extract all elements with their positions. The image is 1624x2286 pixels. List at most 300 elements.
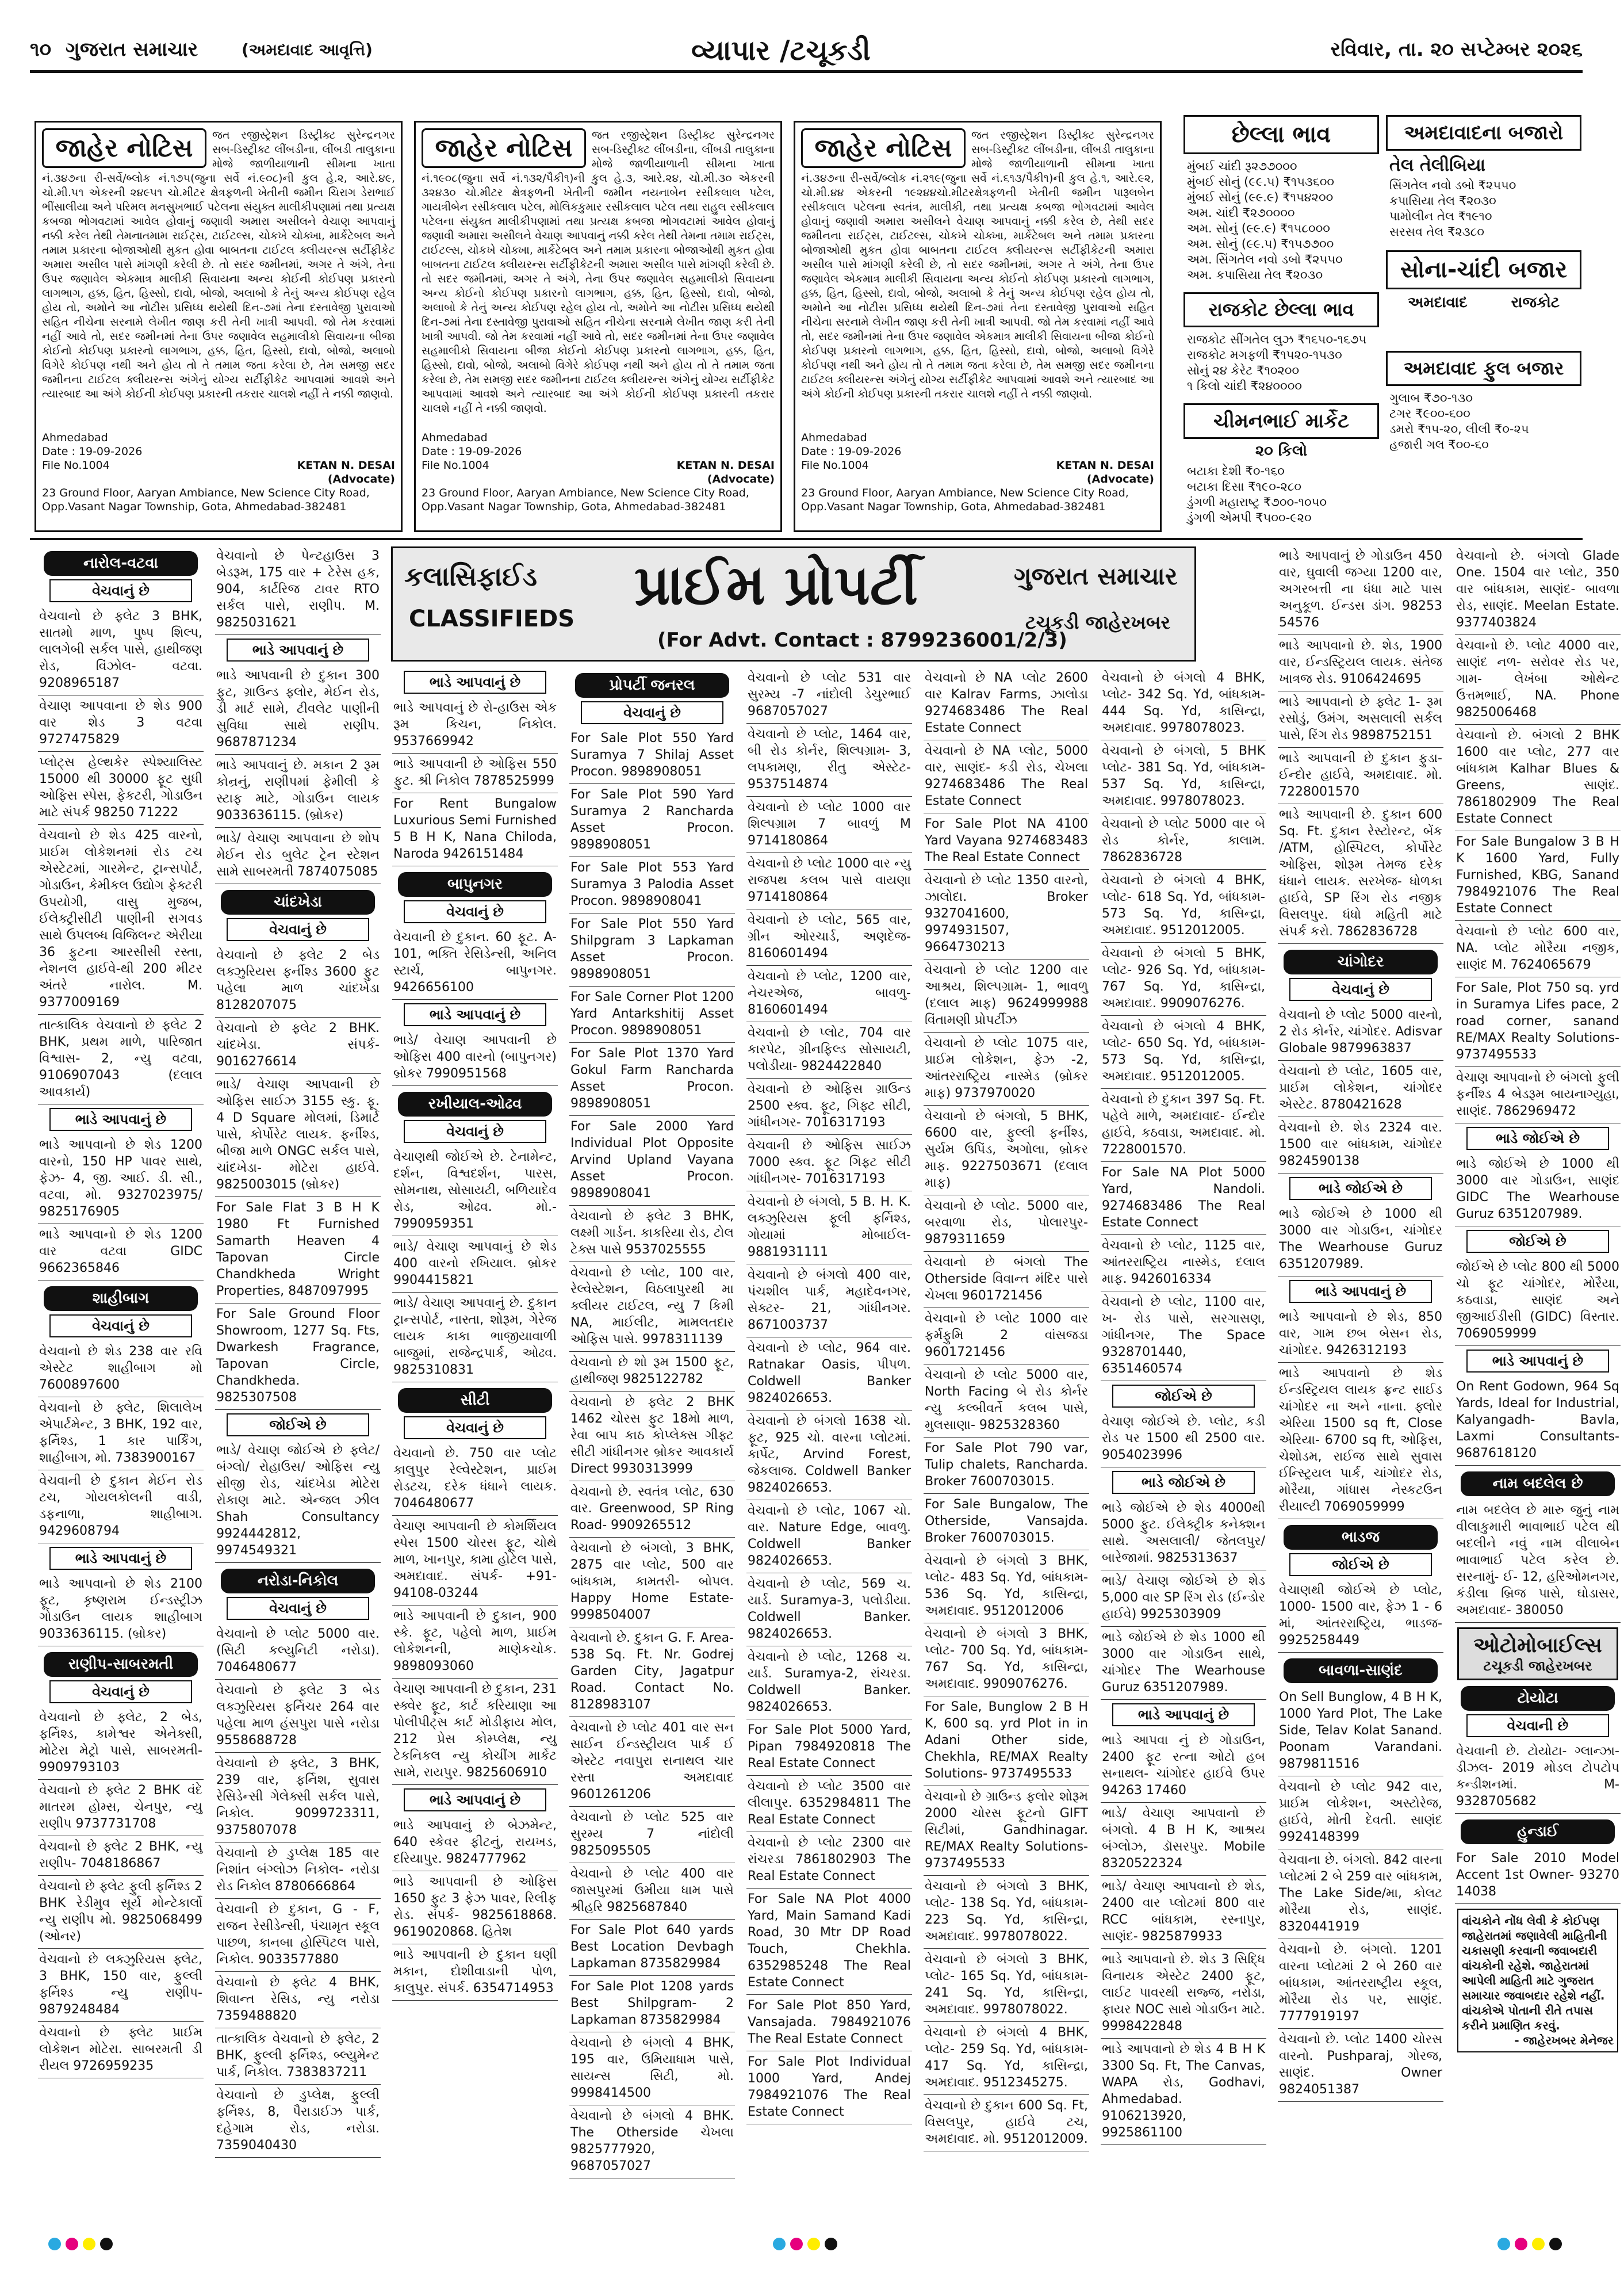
classified-ad: વેચવાનો છે શેડ 425 વારનો, પ્રાઈમ લોકેશનમાં રોડ ટચ એસ્ટેટમાં, ગારમેન્ટ, ટ્રાન્સપોર્ટ, ગોડાઉન, કેમીકલ ઉદ્યોગ ફેક્ટરી ઉપયોગી, વાસુ મુજબ, ઈલેક્ટ્રીસીટી પાણીની સગવડ સાથે ઉપલબ્ધ વિજિલન્ટ એરીયા 36 ફુટના આરસીસી રસ્તા, નેશનલ હાઈવે-થી 200 મીટર અંતરે નારોલ. M. 9377009169 bbox=[38, 825, 204, 1015]
notice-address: 23 Ground Floor, Aaryan Ambiance, New Science City Road, Opp.Vasant Nagar Township, Gota, Ahmedabad-382481 bbox=[42, 487, 370, 513]
subsection-heading: ભાડે આપવાનું છે bbox=[404, 1003, 546, 1026]
classified-ad: ભાડે આપવાની છે. દુકાન 600 Sq. Ft. દુકાન રેસ્ટોરન્ટ, બેંક /ATM, હોસ્પિટલ, કોર્પોરેટ ઓફિસ, શોરૂમ તેમજ દરેક ધંધાને લાયક. સરખેજ- ધોળકા હાઈવે, SP રિંગ રોડ નજીક વિસલપુર. ધંધો મહિતી માટે સંપર્ક કરો. 7862836728 bbox=[1278, 804, 1443, 944]
classified-ad: વેચવાનો છે પ્લોટ 3500 વાર લીલાપુર. 6352984811 The Real Estate Connect bbox=[746, 1776, 912, 1832]
classified-ad: વેચવાનો છે ફ્લેટ પ્રાઈમ લોકેશન મોટેરા. સાબરમતી ડી રીયલ 9726959235 bbox=[38, 2022, 204, 2078]
classified-ad: વેચવાનો છે બંગલો 1638 ચો. ફૂટ, 925 ચો. વારના પ્લોટમાં. કાર્પેટ, Arvind Forest, જેકલાજ. Coldwell Banker 9824026653. bbox=[746, 1410, 912, 1500]
section-heading: નામ બદલેલ છે bbox=[1461, 1471, 1615, 1496]
mid-rule bbox=[30, 538, 1583, 540]
classified-ad: For Sale Plot 1208 yards Best Shilpgram- 2 Lapkaman 8735829984 bbox=[569, 1976, 735, 2032]
chimanbhai-title: ચીમનભાઈ માર્કેટ bbox=[1183, 403, 1379, 439]
classified-ad: For Sale Bungalow, The Otherside, Vansajda. Broker 7600703015. bbox=[924, 1494, 1089, 1550]
colour-dot bbox=[807, 2238, 820, 2250]
subsection-heading: વેચવાનું છે bbox=[227, 918, 369, 941]
classified-ad: વેચવાનો છે ફ્લેટ 2 BHK. ચાંદખેડા. સંપર્ક- 9016276614 bbox=[215, 1018, 381, 1074]
classified-ad: ભાડે/ વેચાણ જોઈએ છે શેડ 5,000 વાર SP રિંગ રોડ (ઈન્ડોર હાઈવે) 9925303909 bbox=[1101, 1570, 1266, 1627]
subsection-heading: વેચવાનું છે bbox=[49, 579, 192, 602]
classified-ad: For Sale Plot 553 Yard Suramya 3 Palodia Asset Procon. 9898908041 bbox=[569, 857, 735, 913]
classified-ad: For Sale, Bunglow 2 B H K, 600 sq. yrd Plot in in Adani Other side, Chekhla, RE/MAX Realty Solutions- 9737495533 bbox=[924, 1696, 1089, 1786]
classified-ad: વેચવાનો છે બંગલો 3 BHK, પ્લોટ- 483 Sq. Yd, બાંધકામ- 536 Sq. Yd, કાસિન્દ્રા, અમદાવાદ. 9512012006 bbox=[924, 1550, 1089, 1623]
classified-ad: For Sale NA Plot 4000 Yard, Main Samand Kadi Road, 30 Mtr DP Road Touch, Chekhla. 6352985248 The Real Estate Connect bbox=[746, 1889, 912, 1995]
rate-line: અમ. સિંગતેલ નવો ડબો ₹૨૫૫૦ bbox=[1187, 253, 1343, 266]
public-notice bbox=[35, 121, 403, 532]
classified-ad: વેચવાનો છે. પ્લોટ 1400 ચોરસ વારનો. Pushparaj, ગોરજ, સાણંદ. Owner 9824051387 bbox=[1278, 2029, 1443, 2102]
notice-date: Date : 19-09-2026 bbox=[801, 445, 902, 458]
last-rates-title: છેલ્લા ભાવ bbox=[1183, 115, 1379, 154]
section-heading: હુન્ડાઈ bbox=[1461, 1819, 1615, 1844]
classified-ad: વેચવાનો છે પ્લોટ 5000 વાર, North Facing બે રોડ કોર્નર ન્યુ કલ્બીવર્તે કલબ પાસે, મુલસાણા- 9825328360 bbox=[924, 1364, 1089, 1438]
rate-line: ડમરો ₹૧૫-૨૦, લીલી ₹૦-૨૫ bbox=[1389, 422, 1529, 436]
classified-ad: For Sale 2010 Model Accent 1st Owner- 93270 14038 bbox=[1455, 1848, 1621, 1904]
notice-body: જત રજીસ્ટ્રેશન ડિસ્ટ્રીક્ટ સુરેન્દ્રનગર સબ-ડિસ્ટ્રીક્ટ લીંબડીના, લીંબડી તાલુકાના મોજે જાળીયાળાની સીમના ખાતા નં.૧૯૦૮(જુના સર્વે નં.૧૩૨/પૈકી૧)ની કુલ હે.૩, આરે.૨૪, ચો.મી.૩૦ એકરની ૩૨૪૩૦ ચો.મીટર ક્ષેત્રફળની ખેતીની જમીન નયનાબેન રસીકલાલ પટેલ, ગાયત્રીબેન રસીકલાલ પટેલ, મોલિકકુમાર રસીકલાલ પટેલ તથા રાહુલ રસીકલાલ પટેલના સંયુક્ત માલીકીપણામાં તથા પ્રત્યક્ષ કબજા ભોગવટામાં આવેલ હોવાનું જણાવી અમારા અસીલને વેચાણ આપવાનું નક્કી કરેલ તેથી તેમના તમામ રાઈટ્સ, ટાઈટલ્સ, ચોકખે ચોક્ખા, માર્કેટેબલ અને તમામ પ્રકારના બોજાઓથી મુકત હોવા બાબતના ટાઈટલ ક્લીયરન્સ સર્ટીફીકેટની અમારા અસીલ પાસે માંગણી કરેલી છે. તો સદર જમીનમાં, અગર તે અંગે, તેના ઉપર જણાવેલ સહમાલીકો સિવાયના અન્ય કોઈનો કોઈપણ પ્રકારનો લાગભાગ, હક્ક, હિત, હિસ્સો, દાવો, બોજો, અલાબો કે તેનું અન્ય કોઈપણ રહેલ હોય તો, અમોને આ નોટીસ પ્રસિધ્ધ થયેથી દિન-૭માં તેના દસ્તાવેજી પુરાવાઓ સહિત નીચેના સરનામે લેખીત જાણ કરી તેની ખાત્રી આપવી. જો તેમ કરવામાં નહીં આવે તો, સદર જમીનમાં તેના ઉપર જણાવેલ સહમાલીકો સિવાયના બીજા કોઈનો કોઈપણ પ્રકારનો લાગભાગ, હક્ક, હિત, હિસ્સો, દાવો, બોજો, અલાબો વિગેરે કોઈપણ નથી અને હોય તો તે તમામ જતા કરેલા છે, તેમ સમજી સદર જમીનના ટાઈટલ ક્લીયરન્સ અંગેનું યોગ્ય સર્ટીફીકેટ આપવામાં આવશે અને ત્યારબાદ આ અંગે કોઈની કોઈપણ પ્રકારની તકરાર ચાલશે નહીં તે નક્કી જાણવો. bbox=[422, 129, 775, 415]
rate-line: બટાકા દિસા ₹૧૯૦-૨૮૦ bbox=[1187, 480, 1302, 494]
classified-ad: On Rent Godown, 964 Sq Yards, Ideal for Industrial, Kalyangadh- Bavla, Laxmi Consultants- 9687618120 bbox=[1455, 1376, 1621, 1466]
classified-ad: On Sell Bunglow, 4 B H K, 1000 Yard Plot, The Lake Side, Telav Kolat Sanand. Poonam Varandani. 9879811516 bbox=[1278, 1687, 1443, 1776]
classified-ad: વેચવાનો છે બંગલો 4 BHK, પ્લોટ- 342 Sq. Yd, બાંધકામ- 444 Sq. Yd, કાસિન્દ્રા, અમદાવાદ. 9978078023. bbox=[1101, 667, 1266, 740]
classified-ad: ભાડે આપવાનો છે. શેડ, 1900 વાર, ઈન્ડસ્ટ્રિયલ લાયક. સંતેજ ખાત્રજ રોડ. 9106424695 bbox=[1278, 635, 1443, 691]
classified-ad: For Sale NA Plot 5000 Yard, Nandoli. 9274683486 The Real Estate Connect bbox=[1101, 1162, 1266, 1235]
classified-ad: વેચવાનો છે પ્લોટ 1200 વાર આશ્રય, શિલ્પગ્રામ- 1, ભાવળુ (દલાલ માફ) 9624999988 વિંતામણી પ્રોપર્ટીઝ bbox=[924, 959, 1089, 1033]
subsection-heading: જોઈએ છે bbox=[1289, 1553, 1432, 1576]
notice-role: (Advocate) bbox=[1086, 473, 1154, 486]
disclaimer bbox=[1457, 1909, 1618, 2052]
classified-ad: વેચાણથી જોઈએ છે. ટેનામેન્ટ, દર્શન, વિશ્વદર્શન, પારસ, સોમનાથ, સોસાયટી, બળિયાદેવ રોડ, ઓઢવ. મો.- 7990959351 bbox=[392, 1146, 558, 1236]
notice-date: Date : 19-09-2026 bbox=[422, 445, 522, 458]
notice-body: જત રજીસ્ટ્રેશન ડિસ્ટ્રીક્ટ સુરેન્દ્રનગર સબ-ડિસ્ટ્રીક્ટ લીંબડીના, લીંબડી તાલુકાના મોજે જાળીયાળાની સીમના ખાતા નં.૩૪૭ના રી-સર્વે/બ્લોક નં.૨૧૯(જુના સર્વે નં.૬૧૩/પૈકી૧)ની કુલ હે.૧, આરે.૯૨, ચો.મી.૪૪ એકરની ૧૯૨૪૪ચો.મીટરક્ષેત્રફળની ખેતીની જમીન પારૂલબેન રસીકલાલ પટેલના સ્વતંત્ર, માલીકી, તથા પ્રત્યક્ષ કબજા ભોગવટામાં આવેલ હોવાનું જણાવી અમારા અસીલને વેચાણ આપવાનું નક્કી કરેલ છે, તેથી સદર જમીનના રાઈટ્સ, ટાઈટલ્સ, ચોકખે ચોક્ખા, માર્કેટેબલ અને તમામ પ્રકારના બોજાઓથી મુકત હોવા બાબતના ટાઈટલ ક્લીયરન્સ સર્ટીફીકેટની અમારા અસીલ પાસે માંગણી કરેલી છે, તો સદર જમીનમાં, અગર તે અંગે, તેના ઉપર જણાવેલ એકમાત્ર માલીકી સિવાયના અન્ય કોઈનો કોઈપણ પ્રકારનો લાગભાગ, હક્ક, હિત, હિસ્સો, દાવો, બોજો, અલાબો કે તેનું અન્ય કોઈપણ રહેલ હોય તો, અમોને આ નોટીસ પ્રસિધ્ધ થયેથી દિન-૭માં તેના દસ્તાવેજી પુરાવાઓ સહિત નીચેના સરનામે લેખીત જાણ કરી તેની ખાત્રી આપવી. જો તેમ કરવામાં નહીં આવે તો, સદર જમીનમાં તેના ઉપર જણાવેલ એકમાત્ર માલીકી સિવાયના બીજા કોઈનો કોઈપણ પ્રકારનો લાગભાગ, હક્ક, હિત, હિસ્સો, દાવો, બોજો, અલાબો વિગેરે કોઈપણ નથી અને હોય તો તે તમામ જતા કરેલા છે, તેમ સમજી સદર જમીનના ટાઈટલ ક્લીયરન્સ અંગેનું યોગ્ય સર્ટીફીકેટ આપવામાં આવશે અને ત્યારબાદ આ અંગે કોઈની કોઈપણ પ્રકારની તકરાર ચાલશે નહીં તે નક્કી જાણવો. bbox=[801, 129, 1154, 400]
classified-ad: વેચાણ આપવાની છે દુકાન, 231 સ્ક્વેર ફૂટ, કાર્ટ કરિયાણા આ પોલીપીટ્સ કાર્ટ મોડીફાય મોલ, 212 પ્રેસ કોમ્પ્લેક્ષ, ન્યુ ટેકનિકલ ન્યુ કોચીંગ માર્કેટ સામે, રાયપુર. 9825606910 bbox=[392, 1679, 558, 1785]
classified-ad: વેચવાનો છે ફ્લેટ 4 BHK, શિવાન્ત રેસિડ, ન્યુ નરોડા 7359488820 bbox=[215, 1972, 381, 2028]
rate-line: રાજકોટ સીંગતેલ લુઝ ₹૧૬૫૦-૧૬૭૫ bbox=[1187, 332, 1367, 346]
rajkot-title: રાજકોટ છેલ્લા ભાવ bbox=[1183, 292, 1379, 327]
classified-ad: વેચવાનો છે પ્લોટ 600 વાર, NA. પ્લોટ મોરૈયા નજીક, સાણંદ M. 7624065679 bbox=[1455, 921, 1621, 977]
colour-dot bbox=[83, 2238, 95, 2250]
page-number: ૧૦ bbox=[30, 38, 52, 61]
notice-file: File No.1004 bbox=[801, 459, 869, 472]
oilseed-title: તેલ તેલીબિયા bbox=[1389, 155, 1485, 175]
classified-ad: વેચવાનો છે. બંગલો. 1201 વારના પ્લોટમાં 2 બે 260 વાર બાંધકામ, આંતરરાષ્ટ્રીય સ્કૂલ, મોરૈયા રોડ પર, સાણંદ. 7777919197 bbox=[1278, 1939, 1443, 2029]
classified-ad: વેચવાનો છે બંગલો 4 BHK, 195 વાર, ઉમિયાધામ પાસે, સાયન્સ સિટી, મો. 9998414500 bbox=[569, 2032, 735, 2105]
classified-ad: વેચવાનો છે પ્લોટ, 1464 વાર, બી રોડ કોર્નર, શિલ્પગ્રામ- 3, લપકામણ, રીતુ એસ્ટેટ- 9537514874 bbox=[746, 724, 912, 797]
rate-line: પામોલીન તેલ ₹૧૯૧૦ bbox=[1389, 209, 1492, 223]
classified-ad: ભાડે આપવાની છે દુકાન ફુડા- ઈન્દોર હાઈવે, અમદાવાદ. મો. 7228001570 bbox=[1278, 748, 1443, 804]
public-notice bbox=[794, 121, 1162, 532]
subsection-heading: વેચવાનું છે bbox=[227, 1597, 369, 1620]
notice-address: 23 Ground Floor, Aaryan Ambiance, New Science City Road, Opp.Vasant Nagar Township, Gota, Ahmedabad-382481 bbox=[801, 487, 1129, 513]
colour-dot bbox=[1515, 2238, 1527, 2250]
classified-ad: વેચવાનો છે ફ્લેટ, 3 BHK, 239 વાર, ફર્નિશ, સુવાસ રેસિડેન્સી ગેલેક્સી સર્કલ પાસે, નિકોલ. 9099723311, 9375807078 bbox=[215, 1753, 381, 1842]
classified-ad: વેચવાનો છે પ્લોટ, 569 ચ. યાર્ડ. Suramya-3, પલોડીયા. Coldwell Banker. 9824026653. bbox=[746, 1573, 912, 1646]
classified-ad: વેચવાનો છે. 750 વાર પ્લોટ કાલુપુર રેલ્વેસ્ટેશન, પ્રાઈમ રોડટચ, દરેક ધંધાને લાયક. 7046480677 bbox=[392, 1443, 558, 1516]
classified-ad: ભાડે આપવાનો છે શેડ 2100 ફૂટ, કૃષ્ણરામ ઈન્ડસ્ટ્રીઝ ગોડાઉન લાયક શાહીબાગ 9033636115. (બ્રોકર) bbox=[38, 1573, 204, 1646]
classified-ad: વેચવાનો છે દુકાન 600 Sq. Ft, વિસલપુર, હાઈવે ટચ, અમદાવાદ. મો. 9512012009. bbox=[924, 2095, 1089, 2151]
classified-ad: વેચવાની છે. ટોયોટા- ગ્લાન્ઝા- ડીઝલ- 2019 મોડલ ટોપટોપ કન્ડીશનમાં. M- 9328705682 bbox=[1455, 1741, 1621, 1814]
classified-ad: વેચવાની છે દુકાન, G - F, રાજન રેસીડેન્સી, પંચામૃત સ્કૂલ પાછળ, કાનબા હોસ્પિટલ પાસે, નિકોલ. 9033577880 bbox=[215, 1899, 381, 1972]
classified-ad: વેચવાનો છે પ્લોટ 531 વાર સુરમ્ય -7 નાંદોલી ડેચુરભાઈ 9687057027 bbox=[746, 667, 912, 724]
page-header bbox=[30, 35, 1583, 68]
section-heading: બાપુનગર bbox=[398, 872, 552, 897]
classified-ad: વેચવાનો છે પ્લોટ 942 વાર, પ્રાઈમ લોકેશન, અસ્ટોરેજ, હાઈવે, મોતી દેવતી. સાણંદ 9924148399 bbox=[1278, 1776, 1443, 1849]
classified-ad: વેચવાનો છે પ્લોટ, 100 વાર, રેલ્વેસ્ટેશન, વિઠલાપુરથી મા ક્લીયર ટાઈટલ, ન્યુ 7 કિમી NA, માઈલીટ, મામલતદાર ઓફિસ પાસે. 9978311139 bbox=[569, 1262, 735, 1352]
section-heading: ભાડજ bbox=[1284, 1525, 1438, 1550]
classified-ad: વેચવાનો છે બંગલો The Otherside વિવાન્ત મંદિર પાસે ચેખલા 9601721456 bbox=[924, 1252, 1089, 1308]
subsection-heading: વેચવાનું છે bbox=[1289, 978, 1432, 1001]
classified-ad: ભાડે/ વેચાણ જોઈએ છે ફ્લેટ/ બંગ્લો/ રોહાઉસ/ ઓફિસ ન્યુ સીજી રોડ, ચાંદખેડા મોટેરા રોકાણ માટે. એન્જલ ઝીલ Shah Consultancy 9924442812, 9974549321 bbox=[215, 1440, 381, 1563]
subsection-heading: જોઈએ છે bbox=[1466, 1230, 1609, 1253]
rate-line: રાજકોટ મગફળી ₹૧૫૨૦-૧૫૩૦ bbox=[1187, 348, 1342, 362]
section-heading: સીટી bbox=[398, 1388, 552, 1413]
classified-column bbox=[1451, 545, 1624, 2226]
classified-ad: વેચવાની છે ઓફિસ સાઈઝ 7000 સ્ક્વ. ફૂટ ગિફ્ટ સીટી ગાંધીનગર- 7016317193 bbox=[746, 1135, 912, 1191]
classified-ad: ભાડે આપવાનું છે. મકાન 2 રૂમ કોન્રનું, રાણીપમાં ફેમીલી કે સ્ટાફ માટે, ગોડાઉન લાયક 9033636115. (બ્રોકર) bbox=[215, 755, 381, 828]
colour-dot bbox=[48, 2238, 61, 2250]
classified-ad: વેચવાનો છે ફ્લેટ, શિલાલેખ એપાર્ટમેન્ટ, 3 BHK, 192 વાર, ફર્નિશ્ડ, 1 કાર પાર્કિંગ, શાહીબાગ, મો. 7383900167 bbox=[38, 1397, 204, 1470]
classified-ad: ભાડે જોઈએ છે શેડ 1000 થી 3000 વાર ગોડાઉન સાથે, ચાંગોદર The Wearhouse Guruz 6351207989. bbox=[1101, 1627, 1266, 1700]
classified-ad: વેચવાનો છે ડુપ્લેક્ષ, ફુલ્લી ફર્નિશ્ડ, 8, પૈરાડાઈઝ પાર્ક, દહેગામ રોડ, નરોડા. 7359040430 bbox=[215, 2085, 381, 2158]
rate-line: અમ. સોનું (૯૯.૫) ₹૧૫૭૭૦૦ bbox=[1187, 237, 1334, 251]
classified-ad: For Sale Corner Plot 1200 Yard Antarkshitij Asset Procon. 9898908051 bbox=[569, 987, 735, 1043]
classified-ad: વેચવાનો છે પ્લોટ, 1100 વાર, ખ- રોડ પાસે, સરગાસણ, ગાંધીનગર, The Space 9328701440, 6351460574 bbox=[1101, 1291, 1266, 1381]
section-title: વ્યાપાર /ટચૂકડી bbox=[691, 35, 871, 67]
classified-ad: વેચવાનો છે NA પ્લોટ, 5000 વાર, સાણંદ- કડી રોડ, ચેખલા 9274683486 The Real Estate Connect bbox=[924, 740, 1089, 813]
classified-ad: વેચવાનો છે. સ્વતંત્ર પ્લોટ, 630 વાર. Greenwood, SP Ring Road- 9909265512 bbox=[569, 1481, 735, 1538]
classified-ad: વેચવાનો છે પ્લોટ, 1125 વાર, આંતરરાષ્ટ્રિય નાસ્મેડ, દલાલ માફ. 9426016334 bbox=[1101, 1235, 1266, 1291]
classified-ad: ભાડે/ વેચાણ આપવાનું છે શેડ 400 વારનો રખિયાલ. બ્રોકર 9904415821 bbox=[392, 1236, 558, 1293]
notice-title: જાહેર નોટિસ bbox=[422, 128, 586, 168]
classified-ad: વેચવાનો છે બંગલો, 5 BHK પ્લોટ- 381 Sq. Yd, બાંધકામ- 537 Sq. Yd, કાસિન્દ્રા, અમદાવાદ. 9978078023. bbox=[1101, 740, 1266, 813]
classified-ad: For Sale Plot 550 Yard Suramya 7 Shilaj Asset Procon. 9898908051 bbox=[569, 728, 735, 784]
classified-ad: વેચવાનો છે ઓફિસ ગ્રાઉન્ડ 2500 સ્ક્વ. ફૂટ, ગિફ્ટ સીટી, ગાંધીનગર- 7016317193 bbox=[746, 1079, 912, 1135]
subsection-heading: જોઈએ છે bbox=[227, 1413, 369, 1436]
rates-left bbox=[1183, 115, 1379, 532]
classified-ad: ભાડે આપવાનો છે ફ્લેટ 1- રૂમ રસોડું, ઉમંગ, અસલાલી સર્કલ પાસે, રિંગ રોડ 9898752151 bbox=[1278, 691, 1443, 748]
chimanbhai-unit: ૨૦ કિલો bbox=[1255, 442, 1308, 460]
colour-dot bbox=[66, 2238, 78, 2250]
classified-ad: વેચવાનો છે પ્લોટ 401 વાર સન સાઈન ઈન્ડસ્ટ્રીયલ પાર્ક ઈ એસ્ટેટ નવાપુરા સનાથલ ચાર રસ્તા અમદાવાદ 9601261206 bbox=[569, 1717, 735, 1807]
subsection-heading: ભાડે જોઈએ છે bbox=[1289, 1177, 1432, 1200]
classified-ad: વેચવાના છે. બંગલો. 842 વારના પ્લોટમાં 2 બે 259 વાર બાંધકામ, The Lake Side/મા, કોલટ મોરૈયા રોડ, સાણંદ. 8320441919 bbox=[1278, 1849, 1443, 1939]
classified-ad: વેચવાનો છે બંગલો 4 BHK. The Otherside ચેખલા 9825777920, 9687057027 bbox=[569, 2105, 735, 2178]
gold-city-rajkot: રાજકોટ bbox=[1511, 294, 1560, 311]
section-heading: ટોયોટા bbox=[1461, 1686, 1615, 1711]
rate-line: અમ. કપાસિયા તેલ ₹૨૦૩૦ bbox=[1187, 268, 1323, 282]
classified-ad: વેચવાનો છે ડુપ્લેક્ષ 185 વાર નિશાંત બંગ્લોઝ નિકોલ- નરોડા રોડ નિકોલ 8780666864 bbox=[215, 1842, 381, 1899]
notice-file: File No.1004 bbox=[42, 459, 110, 472]
notice-title: જાહેર નોટિસ bbox=[42, 128, 206, 168]
classified-ad: ભાડે આપવાનો છે શેડ 1200 વારનો, 150 HP પાવર સાથે, ફેઝ- 4, જી. આઈ. ડી. સી., વટવા, મો. 9327023975/ 9825176905 bbox=[38, 1134, 204, 1224]
classified-ad: જોઈએ છે પ્લોટ 800 થી 5000 ચો ફૂટ ચાંગોદર, મોરૈયા, કઠવાડા, સાણંદ અને જીઆઈડીસી (GIDC) વિસ્તાર. 7069059999 bbox=[1455, 1256, 1621, 1346]
automobile-title: ઓટોમોબાઈલ્સ bbox=[1473, 1634, 1602, 1657]
classified-ad: ભાડે આપવાનો છે. શેડ 3 સિદ્ધિ વિનાયક એસ્ટેટ 2400 ફૂટ, લાઈટ પાવરથી સજ્જ, નરોડા, ફાયર NOC સાથે ગોડાઉન માટે. 9998422848 bbox=[1101, 1949, 1266, 2039]
notice-body: જત રજીસ્ટ્રેશન ડિસ્ટ્રીક્ટ સુરેન્દ્રનગર સબ-ડિસ્ટ્રીક્ટ લીંબડીના, લીંબડી તાલુકાના મોજે જાળીયાળાની સીમના ખાતા નં.૩૪૭ના રી-સર્વે/બ્લોક નં.૧૭૫(જુના સર્વે નં.૯૦૮)ની કુલ હે.૨, આરે.૪૯, ચો.મી.૫૧ એકરની ૨૪૯૫૧ ચો.મીટર ક્ષેત્રફળની ખેતીની જમીન ચિરાગ ડેરાભાઈ ભીંસાલીયા અને પરિમલ મનસુખભાઈ પટેલના સંયુક્ત માલીકીપણામાં તથા પ્રત્યક્ષ કબજા ભોગવટામાં આવેલ હોવાનું જણાવી અમારા અસીલને વેચાણ આપવાનું નક્કી કરેલ તેથી તેમનાતમામ રાઈટ્સ, ટાઈટલ્સ, ચોકખે ચોક્ખા, માર્કેટેબલ અને તમામ પ્રકારના બોજાઓથી મુકત હોવા બાબતના ટાઈટલ ક્લીયરન્સ સર્ટીફીકેટ અમારા અસીલ પાસે માંગણી કરેલી છે. તો સદર જમીનમાં, અગર તે અંગે, તેના ઉપર જણાવેલ એકમાત્ર માલીકી સિવાયના અન્ય કોઈની કોઈપણ પ્રકારનો લાગભાગ, હક્ક, હિત, હિસ્સો, દાવો, બોજો, અલાબો કે તેનું અન્ય કોઈપણ રહેલ હોય તો, અમોને આ નોટીસ પ્રસિધ્ધ થયેથી દિન-૭માં તેના દસ્તાવેજી પુરાવાઓ સહિત નીચેના સરનામે લેખીત જાણ કરી તેની ખાત્રી આપવી. જો તેમ કરવામાં નહીં આવે તો, સદર જમીનમાં તેના ઉપર જણાવેલ સહમાલીકો સિવાયના બીજા કોઈનો કોઈપણ પ્રકારનો લાગભાગ, હક્ક, હિત, હિસ્સો, દાવો, બોજો, અલાબો વિગેરે કોઈપણ નથી અને હોય તો તે તમામ જતા કરેલા છે, તેમ સમજી સદર જમીનના ટાઈટલ ક્લીયરન્સ અંગેનું યોગ્ય સર્ટીફીકેટ આપવામાં આવશે અને ત્યારબાદ આ અંગે કોઈની કોઈપણ પ્રકારની તકરાર ચાલશે નહીં તે નક્કી જાણવો. bbox=[42, 129, 395, 400]
classified-ad: વેચવાનો છે. શેડ 2324 વાર. 1500 વાર બાંધકામ, ચાંગોદર 9824590138 bbox=[1278, 1117, 1443, 1173]
classified-ad: તાત્કાલિક વેચવાનો છે ફ્લેટ 2 BHK, પ્રથમ માળે, પારિજાત વિશ્વાસ- 2, ન્યુ વટવા, 9106907043 (દલાલ આવકાર્ય) bbox=[38, 1015, 204, 1104]
classified-ad: વેચવાનો છે બંગલો, 5 B. H. K. લક્ઝુરિયસ ફૂલી ફર્નિશ્ડ, ગોયામાં મોબાઈલ- 9881931111 bbox=[746, 1191, 912, 1264]
classified-ad: વેચવાનો છે પ્લોટ 1000 વાર ન્યુ રાજપથ કલબ પાસે વાયણા 9714180864 bbox=[746, 853, 912, 909]
section-heading: ચાંદખેડા bbox=[221, 890, 375, 915]
rate-line: કપાસિયા તેલ ₹૨૦૩૦ bbox=[1389, 194, 1496, 208]
classified-ad: ભાડે જોઈએ છે 1000 થી 3000 વાર ગોડાઉન, સાણંદ GIDC The Wearhouse Guruz 6351207989. bbox=[1455, 1153, 1621, 1226]
classified-column bbox=[212, 545, 384, 2226]
classified-ad: વેચવાનો છે પ્લોટ 1000 વાર ફર્મફુમિ 2 વાંસજડા 9601721456 bbox=[924, 1308, 1089, 1364]
classified-column bbox=[566, 667, 738, 2226]
rate-line: ૧ કિલો ચાંદી ₹૨૪૦૦૦૦ bbox=[1187, 379, 1302, 393]
classified-ad: વેચવાનો છે બંગલો 4 BHK, પ્લોટ- 650 Sq. Yd, બાંધકામ- 573 Sq. Yd, કાસિન્દ્રા, અમદાવાદ. 9512012005. bbox=[1101, 1016, 1266, 1089]
masthead: ગુજરાત સમાચાર bbox=[66, 38, 198, 61]
classified-ad: For Sale Plot 550 Yard Shilpgram 3 Lapkaman Asset Procon. 9898908051 bbox=[569, 913, 735, 987]
disclaimer-sign: - જાહેરખબર મેનેજર bbox=[1514, 2033, 1614, 2047]
subsection-heading: ભાડે આપવાનું છે bbox=[1289, 1280, 1432, 1303]
subsection-heading: ભાડે આપવાનું છે bbox=[49, 1547, 192, 1570]
classified-ad: ભાડે આપવાની છે દુકાન, 900 સ્કે. ફૂટ, પહેલો માળ, પ્રાઈમ લોકેશનની, માણેકચોક. 9898093060 bbox=[392, 1605, 558, 1679]
classified-ad: For Sale Plot 790 var, Tulip chalets, Rancharda. Broker 7600703015. bbox=[924, 1438, 1089, 1494]
gold-city-ahmedabad: અમદાવાદ bbox=[1407, 294, 1468, 311]
subsection-heading: ભાડે જોઈએ છે bbox=[1112, 1471, 1255, 1494]
classified-ad: ભાડે આપવાનો છે શેડ 1200 વાર વટવા GIDC 9662365846 bbox=[38, 1224, 204, 1280]
subsection-heading: વેચવાનું છે bbox=[404, 1120, 546, 1143]
disclaimer-text: વાંચકોને નોંધ લેવી કે કોઈપણ જાહેરાતમાં જણાવેલી માહિતીની ચકાસણી કરવાની જવાબદારી વાંચકોની રહેશે. જાહેરાતમાં આપેલી માહિતી માટે ગુજરાત સમાચાર જવાબદાર રહેશે નહીં. વાંચકોએ પોતાની રીતે તપાસ કરીને પ્રમાણિત કરવું. bbox=[1462, 1914, 1607, 2032]
classified-ad: વેચવાનો છે બંગલો 5 BHK, પ્લોટ- 926 Sq. Yd, બાંધકામ- 767 Sq. Yd, કાસિન્દ્રા, અમદાવાદ. 9909076276. bbox=[1101, 943, 1266, 1016]
colour-dot bbox=[790, 2238, 803, 2250]
classified-ad: નામ બદલેલ છે મારુ જુનું નામ વીલાકુમારી ભાવાભાઈ પટેલ થી બદલીને નવું નામ વીલાબેન ભાવાભાઈ પટેલ કરેલ છે. સરનામું- ઈ- 12, હરિઓમનગર, કંડીલા બ્રિજ પાસે, ઘોડાસર, અમદાવાદ- 380050 bbox=[1455, 1500, 1621, 1623]
classified-ad: ભાડે આપવાનું છે બેઝમેન્ટ, 640 સ્કેવર ફીટનું, રાયખડ, દરિયાપુર. 9824777962 bbox=[392, 1815, 558, 1871]
classified-ad: For Sale Plot 1370 Yard Gokul Farm Rancharda Asset Procon. 9898908051 bbox=[569, 1043, 735, 1116]
notice-title: જાહેર નોટિસ bbox=[801, 128, 966, 168]
banner-left-gu: કલાસિફાઈડ bbox=[404, 561, 538, 592]
classified-ad: ભાડે આપવાનું છે રો-હાઉસ એક રૂમ કિચન, નિકોલ. 9537669942 bbox=[392, 697, 558, 754]
subsection-heading: ભાડે આપવાનું છે bbox=[404, 671, 546, 694]
classified-column bbox=[35, 545, 207, 2226]
classified-ad: For Sale Ground Floor Showroom, 1277 Sq. Fts, Dwarkesh Fragrance, Tapovan Circle, Chandkheda. 9825307508 bbox=[215, 1303, 381, 1410]
classified-ad: વેચવાનો છે દુકાન 397 Sq. Ft. પહેલે માળે, અમદાવાદ- ઈન્દોર હાઈવે, કઠવાડા, અમદાવાદ. મો. 7228001570. bbox=[1101, 1089, 1266, 1162]
notice-file: File No.1004 bbox=[422, 459, 489, 472]
header-rule bbox=[30, 70, 1583, 73]
classified-ad: વેચવાનો છે પ્લોટ 5000 વાર. (સિટી કલ્યુનિટી નરોડા). 7046480677 bbox=[215, 1623, 381, 1680]
classified-ad: વેચવાનો છે પ્લોટ 1350 વારનો, ઝાલોદા. Broker 9327041600, 9974931507, 9664730213 bbox=[924, 870, 1089, 959]
classified-ad: વેચવાનો છે ફ્લેટ, 2 બેડ, ફર્નિશ્ડ, કામેશ્વર એનેક્સી, મોટેરા મેટ્રો પાસે, સાબરમતી- 9909793103 bbox=[38, 1707, 204, 1780]
section-heading: નરોડા-નિકોલ bbox=[221, 1569, 375, 1593]
classified-ad: વેચવાનો છે ફ્લેટ 2 BHK 1462 ચોરસ ફુટ 18મો માળ, રેવા બાપ કાઠ કોપ્લેક્સ ગીફ્ટ સીટી ગાંધીનગર બ્રોકર આવકાર્ય Direct 9930313999 bbox=[569, 1392, 735, 1481]
classified-ad: વેચવાનો છે પ્લોટ, 1200 વાર, નેચરએજ, બાવળુ- 8160601494 bbox=[746, 966, 912, 1022]
section-heading: ચાંગોદર bbox=[1284, 950, 1438, 974]
classified-ad: વેચાણ આપવાની છે કોમર્શિયલ સ્પેસ 1500 ચોરસ ફૂટ, ચોથે માળ, ખાનપુર, કામા હોટેલ પાસે, અમદાવાદ. સંપર્ક- +91- 94108-03244 bbox=[392, 1516, 558, 1605]
classified-ad: પ્લોટ્સ હેલ્થકેર સ્પેશ્યાલિસ્ટ 15000 થી 30000 ફૂટ સુધી ઓફિસ સ્પેસ, ફેકટરી, ગોડાઉન માટે સંપર્ક 98250 71222 bbox=[38, 752, 204, 825]
section-heading: શાહીબાગ bbox=[44, 1286, 198, 1311]
classified-ad: ભાડે આપવાની છે ઓફિસ 1650 ફુટ 3 ફેઝ પાવર, રિલીફ રોડ. સંપર્ક- 9825618868. 9619020868. હિતેશ bbox=[392, 1871, 558, 1944]
classified-ad: વેચવાનો છે પ્લોટ. 5000 વાર, બરવાળા રોડ, પોલારપુર- 9879311659 bbox=[924, 1195, 1089, 1252]
notice-place: Ahmedabad bbox=[801, 431, 867, 444]
classified-ad: ભાડે આપવા નું છે ગોડાઉન, 2400 ફૂટ રત્ના ઓટો હબ સનાથલ- ચાંગોદર હાઈવે ઉપર 94263 17460 bbox=[1101, 1730, 1266, 1803]
rate-line: ડુંગળી એમપી ₹૫૦૦-૯૨૦ bbox=[1187, 511, 1312, 525]
classified-ad: વેચવાનો છે. દુકાન G. F. Area- 538 Sq. Ft. Nr. Godrej Garden City, Jagatpur Road. Contact No. 8128983107 bbox=[569, 1627, 735, 1717]
notice-place: Ahmedabad bbox=[42, 431, 108, 444]
classified-column bbox=[920, 667, 1093, 2226]
classified-ad: વેચવાનો છે બંગલો, 5 BHK, 6600 વાર, ફુલ્લી ફર્નીશ્ડ, સુર્યમ ઉપિંડ, અગોલા, બ્રોકર માફ. 9227503671 (દલાલ માફ) bbox=[924, 1106, 1089, 1195]
classified-ad: વેચવાનો છે બંગલો 3 BHK, પ્લોટ- 138 Sq. Yd, બાંધકામ- 223 Sq. Yd, કાસિન્દ્રા, અમદાવાદ. 9978078022. bbox=[924, 1876, 1089, 1949]
classified-ad: વેચવાનો છે ફ્લેટ 2 BHK, ન્યુ રાણીપ- 7048186867 bbox=[38, 1836, 204, 1876]
classified-ad: વેચાણ આપવાના છે શેડ 900 વાર શેડ 3 વટવા 9727475829 bbox=[38, 695, 204, 752]
notice-place: Ahmedabad bbox=[422, 431, 488, 444]
classified-ad: ભાડે/ વેચાણ આપવાનો છે બંગલો. 4 B H K, આશ્રય બંગ્લોઝ, ડૉસરપુર. Mobile 8320522324 bbox=[1101, 1803, 1266, 1876]
classified-ad: For Sale Plot Individual 1000 Yard, Andej 7984921076 The Real Estate Connect bbox=[746, 2051, 912, 2124]
classified-ad: ભાડે/ વેચાણ આપવાનું છે. દુકાન ટ્રાન્સપોર્ટ, નાસ્તા, શોરૂમ, ગેરેજ લાયક કાકા ભાજીયાવાળી બાજુમાં, રાજેન્દ્રપાર્ક, ઓઢવ. 9825310831 bbox=[392, 1293, 558, 1382]
banner-contact: (For Advt. Contact : 8799236001/2/3) bbox=[657, 629, 1067, 652]
classified-ad: ભાડે આપવાનો છે શેડ ઈન્ડસ્ટ્રિયલ લાયક ફ્રન્ટ સાઈડ ચાંગોદર ના અને નાના. ફ્લોર એરિયા 1500 sq ft, Close એરિયા- 6700 sq ft, ઓફિસ, ચેશોડમ, રાઈજ સાથે સુવાસ ઈન્સ્ટ્રિયલ પાર્ક, ચાંગોદર રોડ, મોરૈયા, ગાંધાસ નેસ્કટઉન રીયાલ્ટી 7069059999 bbox=[1278, 1363, 1443, 1519]
rate-line: ડુંગળી મહારાષ્ટ્ર ₹૭૦૦-૧૦૫૦ bbox=[1187, 495, 1327, 509]
rate-line: હજારી ગલ ₹૦૦-૬૦ bbox=[1389, 438, 1489, 452]
classified-ad: વેચવાનો છે પ્લોટ 400 વાર જાસપુરમાં ઉમીયા ધામ પાસે શ્રીહરિ 9825687840 bbox=[569, 1863, 735, 1920]
colour-dot bbox=[1497, 2238, 1510, 2250]
colour-bar bbox=[46, 2238, 1564, 2255]
subsection-heading: વેચવાનું છે bbox=[404, 1416, 546, 1439]
notice-advocate: KETAN N. DESAI bbox=[1056, 459, 1154, 472]
classified-ad: વેચવાનો છે. બંગલો Glade One. 1504 વાર પ્લોટ, 350 વાર બાંધકામ, સાણંદ- બાવળા રોડ, સાણંદ. Meelan Estate. 9377403824 bbox=[1455, 545, 1621, 635]
classified-ad: વેચવાનો છે પેન્ટહાઉસ 3 બેડરૂમ, 175 વાર + ટેરેસ હક, 904, કાર્ટરિજ ટાવર RTO સર્કલ પાસે, રાણીપ. M. 9825031621 bbox=[215, 545, 381, 635]
classified-ad: વેચવાનો છે પ્લોટ, 964 વાર. Ratnakar Oasis, પીપળ. Coldwell Banker 9824026653. bbox=[746, 1337, 912, 1410]
classified-ad: For Sale Plot 850 Yard, Vansajada. 7984921076 The Real Estate Connect bbox=[746, 1995, 912, 2051]
rate-line: સરસવ તેલ ₹૨૩૮૦ bbox=[1389, 225, 1484, 239]
classified-ad: વેચવાનો છે બંગલો 4 BHK, પ્લોટ- 618 Sq. Yd, બાંધકામ- 573 Sq. Yd, કાસિન્દ્રા, અમદાવાદ. 9512012005. bbox=[1101, 870, 1266, 943]
subsection-heading: ભાડે આપવાનું છે bbox=[1466, 1350, 1609, 1373]
classified-ad: ભાડે આપવાનો છે શેડ 4 B H K 3300 Sq. Ft, The Canvas, WAPA રોડ, Godhavi, Ahmedabad. 9106213920, 9925861100 bbox=[1101, 2039, 1266, 2145]
subsection-heading: વેચવાનું છે bbox=[49, 1314, 192, 1337]
subsection-heading: જોઈએ છે bbox=[1112, 1385, 1255, 1408]
classified-ad: વેચાણ આપવાનો છે બંગલો ફુલી ફર્નીશ્ડ 4 બેડરૂમ બાયનાગ્યુહા, સાણંદ. 7862969472 bbox=[1455, 1067, 1621, 1123]
subsection-heading: ભાડે આપવાનું છે bbox=[49, 1108, 192, 1131]
rate-line: મુંબઈ સોનું (૯૯.૫) ₹૧૫૩૬૦૦ bbox=[1187, 175, 1335, 189]
classified-ad: વેચવાનો છે ફ્લેટ 3 BHK, લક્ષ્મી ગાર્ડન. કાકરિયા રોડ, ટોલ ટેક્સ પાસે 9537025555 bbox=[569, 1206, 735, 1262]
section-heading: બાવળા-સાણંદ bbox=[1284, 1658, 1438, 1683]
ahd-market-title: અમદાવાદના બજારો bbox=[1386, 115, 1581, 151]
banner-right-gu: ગુજરાત સમાચાર bbox=[1014, 562, 1178, 590]
classified-ad: For Rent Bungalow Luxurious Semi Furnished 5 B H K, Nana Chiloda, Naroda 9426151484 bbox=[392, 793, 558, 866]
classified-column bbox=[1097, 667, 1270, 2226]
notice-advocate: KETAN N. DESAI bbox=[297, 459, 395, 472]
classified-ad: વેચાણથી જોઈએ છે પ્લોટ, 1000- 1500 વાર, ફેઝ 1 - 6 માં, આંતરરાષ્ટ્રિય, ભાડજ- 9925258449 bbox=[1278, 1580, 1443, 1653]
classified-ad: ભાડે આપવાની છે દુકાન ઘણી મકાન, દોશીવાડાની પોળ, કાલુપુર. સંપર્ક. 6354714953 bbox=[392, 1944, 558, 2001]
classified-ad: વેચવાનો છે બંગલો, 3 BHK, 2875 વાર પ્લોટ, 500 વાર બાંધકામ, કામતરી- બોપલ. Happy Home Estate- 9998504007 bbox=[569, 1538, 735, 1627]
gold-title: સોના-ચાંદી બજાર bbox=[1386, 250, 1581, 289]
classified-column bbox=[1274, 545, 1447, 2226]
classified-ad: ભાડે/ વેચાણ આપવાના છે શોપ મેઈન રોડ બુલેટ ટ્રેન સ્ટેશન સામે સાબરમતી 7874075085 bbox=[215, 828, 381, 884]
classified-ad: વેચવાનો છે પ્લોટ, 1268 ચ. યાર્ડ. Suramya-2, રાંચરડા. Coldwell Banker. 9824026653. bbox=[746, 1646, 912, 1719]
classified-ad: વેચવાની છે દુકાન. 60 ફૂટ. A- 101, ભક્તિ રેસિડેન્સી, અનિલ સ્ટાર્ચ, બાપુનગર. 9426656100 bbox=[392, 927, 558, 1000]
classified-ad: વેચવાનો છે પ્લોટ 5000 વાર બે રોડ કોર્નર, કાલામ. 7862836728 bbox=[1101, 813, 1266, 870]
rate-line: ટગર ₹૯૦૦-૬૦૦ bbox=[1389, 407, 1470, 420]
classified-ad: વેચવાનો છે ફ્લેટ 3 BHK, સાતમો માળ, પુષ્પ શિલ્પ, લાલગેબી સર્કલ પાસે, હાથીજણ રોડ, વિંઝોલ- વટવા. 9208965187 bbox=[38, 606, 204, 695]
rate-line: મુંબઈ સોનું (૯૯.૯) ₹૧૫૪૨૦૦ bbox=[1187, 190, 1334, 204]
section-heading: રાણીપ-સાબરમતી bbox=[44, 1652, 198, 1677]
classified-ad: વેચવાનો છે બંગલો 4 BHK, પ્લોટ- 259 Sq. Yd, બાંધકામ- 417 Sq. Yd, કાસિન્દ્રા, અમદાવાદ. 9512345275. bbox=[924, 2022, 1089, 2095]
classified-ad: વેચવાની છે દુકાન મેઈન રોડ ટચ, ગોયલકોલની વાડી, ડફનાળા, શાહીબાગ. 9429608794 bbox=[38, 1470, 204, 1543]
classified-ad: વેચવાનો છે બંગલો 3 BHK, પ્લોટ- 165 Sq. Yd, બાંધકામ- 241 Sq. Yd, કાસિન્દ્રા, અમદાવાદ. 9978078022. bbox=[924, 1949, 1089, 2022]
classified-ad: વેચવાનો છે. પ્લોટ 4000 વાર, સાણંદ નળ- સરોવર રોડ પર, ગામ- લેખંબા ઓથેન્ટ ઉત્તમભાઈ, NA. Phone 9825006468 bbox=[1455, 635, 1621, 725]
classified-ad: વેચવાનો છે પ્લોટ, 565 વાર, ગ્રીન ઓરચાર્ડ, અણદેજ- 8160601494 bbox=[746, 909, 912, 966]
classified-ad: For Sale, Plot 750 sq. yrd in Suramya Lifes pace, 2 road corner, sanand RE/MAX Realty Solutions- 9737495533 bbox=[1455, 977, 1621, 1067]
section-heading: નારોલ-વટવા bbox=[44, 551, 198, 576]
classified-ad: For Sale Plot 5000 Yard, Pipan 7984920818 The Real Estate Connect bbox=[746, 1719, 912, 1776]
classified-ad: For Sale Bungalow 3 B H K 1600 Yard, Fully Furnished, KBG, Sanand 7984921076 The Real Estate Connect bbox=[1455, 831, 1621, 921]
classified-ad: વેચવાનો છે શો રૂમ 1500 ફૂટ, હાથીજણ 9825122782 bbox=[569, 1352, 735, 1392]
rate-line: સોનું ૨૪ કેરેટ ₹૧૦૨૦૦ bbox=[1187, 364, 1300, 377]
classified-ad: તાત્કાલિક વેચવાનો છે ફ્લેટ, 2 BHK, ફુલ્લી ફર્નિશ્ડ, બ્લ્યુમેન્ટ પાર્ક, નિકોલ. 7383837211 bbox=[215, 2028, 381, 2085]
classified-ad: ભાડે જોઈએ છે 1000 થી 3000 વાર ગોડાઉન, ચાંગોદર The Wearhouse Guruz 6351207989. bbox=[1278, 1203, 1443, 1276]
rate-line: બટાકા દેશી ₹૦-૧૬૦ bbox=[1187, 464, 1285, 478]
classified-ad: For Sale Plot 590 Yard Suramya 2 Rancharda Asset Procon. 9898908051 bbox=[569, 784, 735, 857]
colour-dot bbox=[1532, 2238, 1545, 2250]
classified-ad: વેચવાનો છે ગ્રાઉન્ડ ફલોર શોરૂમ 2000 ચોરસ ફૂટનો GIFT સિટીમાં, Gandhinagar. RE/MAX Realty Solutions- 9737495533 bbox=[924, 1786, 1089, 1876]
notice-role: (Advocate) bbox=[327, 473, 395, 486]
classifieds-banner bbox=[391, 546, 1196, 662]
subsection-heading: વેચવાનું છે bbox=[49, 1680, 192, 1703]
classified-ad: ભાડે/ વેચાણ આપવાનો છે શેડ, 2400 વાર પ્લોટમાં 800 વાર RCC બાંધકામ, રસ્નાપુર, સાણંદ- 9825879933 bbox=[1101, 1876, 1266, 1949]
classified-ad: વેચવાનો છે પ્લોટ 1075 વાર, પ્રાઈમ લોકેશન, ફેઝ -2, આંતરરાષ્ટ્રિય નાસ્મેડ (બ્રોકર માફ) 9737970020 bbox=[924, 1033, 1089, 1106]
classified-column bbox=[389, 667, 561, 2226]
classified-ad: વેચવાનો છે લક્ઝુરિયસ ફ્લેટ, 3 BHK, 150 વાર, ફુલ્લી ફર્નિશ્ડ ન્યુ રાણીપ- 9879248484 bbox=[38, 1949, 204, 2022]
section-heading: પ્રોપર્ટી જનરલ bbox=[575, 673, 729, 698]
classified-ad: વેચવાનો છે શેડ 238 વાર રવિ એસ્ટેટ શાહીબાગ મો 7600897600 bbox=[38, 1341, 204, 1397]
classified-ad: વેચવાનો છે પ્લોટ 525 વાર સુરમ્ય 7 નાંદોલી 9825095505 bbox=[569, 1807, 735, 1863]
subsection-heading: વેચવાનું છે bbox=[404, 900, 546, 923]
rate-line: અમ. સોનું (૯૯.૯) ₹૧૫૮૦૦૦ bbox=[1187, 221, 1330, 235]
notice-role: (Advocate) bbox=[707, 473, 775, 486]
classified-column bbox=[743, 667, 916, 2226]
classified-ad: વેચવાનો છે. બંગલો 2 BHK 1600 વાર પ્લોટ, 277 વાર બાંધકામ Kalhar Blues & Greens, સાણંદ. 7861802909 The Real Estate Connect bbox=[1455, 725, 1621, 831]
classified-ad: વેચવાનો છે પ્લોટ, 704 વાર કારપેટ, ગ્રીનફિલ્ડ સોસાયટી, પલોડીયા- 9824422840 bbox=[746, 1022, 912, 1079]
classified-ad: વેચવાનો છે ફ્લેટ 2 BHK વંદે માતરમ હોમ્સ, ચેનપુર, ન્યુ રાણીપ 9737731708 bbox=[38, 1780, 204, 1836]
classified-ad: ભાડે/ વેચાણ આપવાની છે ઓફિસ 400 વારનો (બાપુનગર) બ્રોકર 7990951568 bbox=[392, 1030, 558, 1086]
classified-ad: ભાડે આપવાનો છે શેડ, 850 વાર, ગામ છબ બેસન રોડ, ચાંગોદર. 9426312193 bbox=[1278, 1306, 1443, 1363]
classified-ad: વેચવાનો છે બંગલો 400 વાર, પંચશીલ પાર્ક, મહાદેવનગર, સેક્ટર- 21, ગાંધીનગર. 8671003737 bbox=[746, 1264, 912, 1337]
section-heading: રખીયાલ-ઓઢવ bbox=[398, 1092, 552, 1117]
classified-ad: વેચવાનો છે પ્લોટ 2300 વાર રાંચરડા 7861802903 The Real Estate Connect bbox=[746, 1832, 912, 1889]
classified-ad: વેચવાનો છે પ્લોટ 5000 વારનો, 2 રોડ કોર્નર, ચાંગોદર. Adisvar Globale 9879963837 bbox=[1278, 1004, 1443, 1061]
colour-dot bbox=[773, 2238, 786, 2250]
classified-ad: વેચવાનો છે પ્લોટ, 1605 વાર, પ્રાઈમ લોકેશન, ચાંગોદર એસ્ટેટ. 8780421628 bbox=[1278, 1061, 1443, 1117]
classified-ad: ભાડે આપવાનું છે ગોડાઉન 450 વાર, ઘુવાલી જગ્યા 1200 વાર, અગરબત્તી ના ધંધા માટે પાસ અનુકૂળ. ઈન્ડસ ડાંગ. 98253 54576 bbox=[1278, 545, 1443, 635]
classified-ad: ભાડે/ વેચાણ આપવાની છે ઓફિસ સાઈઝ 3155 સ્કુ. ફૂ. 4 D Square મોલમાં, ડિમાર્ટ પાસે, કોર્પોરેટ લાયક. ફર્નીશ્ડ, બીજા માળે ONGC સર્કલ પાસે, ચાંદખેડા- મોટેરા હાઈવે. 9825003015 (બ્રોકર) bbox=[215, 1074, 381, 1197]
notice-date: Date : 19-09-2026 bbox=[42, 445, 143, 458]
classified-ad: વેચવાનો છે NA પ્લોટ 2600 વાર Kalrav Farms, ઝાલોડા 9274683486 The Real Estate Connect bbox=[924, 667, 1089, 740]
classified-ad: ભાડે આપવાની છે ઓફિસ 550 ફુટ. શ્રી નિકોલ 7878525999 bbox=[392, 754, 558, 793]
flower-title: અમદાવાદ ફુલ બજાર bbox=[1386, 351, 1581, 386]
classified-ad: વેચવાનો છે ફ્લેટ 2 બેડ લક્ઝુરિયસ ફર્નીશ્ડ 3600 ફુટ પહેલા માળ ચાંદખેડા 8128207075 bbox=[215, 945, 381, 1018]
subsection-heading: વેચવાનું છે bbox=[581, 701, 723, 724]
edition: (અમદાવાદ આવૃત્તિ) bbox=[242, 40, 373, 59]
classified-ad: વેચાણ જોઈએ છે. પ્લોટ, કડી રોડ પર 1500 થી 2500 વાર. 9054023996 bbox=[1101, 1411, 1266, 1467]
rate-line: અમ. ચાંદી ₹૨૭૦૦૦૦ bbox=[1187, 206, 1295, 220]
classified-ad: ભાડે આપવાની છે દુકાન 300 ફુટ, ગ્રાઉન્ડ ફ્લોર, મેઈન રોડ, ડી માર્ટ સામે, ટીવલેટ પાણીની સુવિધા સાથે રાણીપ. 9687871234 bbox=[215, 665, 381, 755]
automobile-subtitle: ટચૂકડી જાહેરખબર bbox=[1483, 1658, 1592, 1674]
rate-line: સિંગતેલ નવો ડબો ₹૨૫૫૦ bbox=[1389, 178, 1516, 192]
subsection-heading: ભાડે જોઈએ છે bbox=[1466, 1127, 1609, 1150]
classified-ad: વેચવાનો છે ફ્લેટ 3 બેડ લક્ઝુરિયસ ફર્નિચર 264 વાર પહેલા માળ હંસપુરા પાસે નરોડા 9558688728 bbox=[215, 1680, 381, 1753]
subsection-heading: વેચવાની છે bbox=[1466, 1714, 1609, 1737]
subsection-heading: ભાડે આપવાનું છે bbox=[404, 1788, 546, 1811]
banner-right-sub: ટચૂકડી જાહેરખબર bbox=[1025, 611, 1171, 633]
colour-dot bbox=[825, 2238, 837, 2250]
banner-main: પ્રાઈમ પ્રોપર્ટી bbox=[634, 553, 918, 617]
classified-ad: વેચવાનો છે ફ્લેટ ફુલી ફર્નિશ્ડ 2 BHK રેડીમુવ સૂર્ય મોન્ટેકાર્લો ન્યુ રાણીપ મો. 9825068499 (ઓનર) bbox=[38, 1876, 204, 1949]
subsection-heading: ભાડે આપવાનું છે bbox=[227, 639, 369, 662]
colour-dot bbox=[1549, 2238, 1562, 2250]
banner-left-en: CLASSIFIEDS bbox=[409, 606, 575, 632]
classified-ad: વેચવાનો છે બંગલો 3 BHK, પ્લોટ- 700 Sq. Yd, બાંધકામ- 767 Sq. Yd, કાસિન્દ્રા, અમદાવાદ. 9909076276. bbox=[924, 1623, 1089, 1696]
classified-ad: ભાડે જોઈએ છે શેડ 4000થી 5000 ફુટ. ઈલેક્ટ્રીક કનેક્શન સાથે. અસલાલી/ જેતલપુર/ બારેજામાં. 9825313637 bbox=[1101, 1497, 1266, 1570]
rate-line: મુંબઈ ચાંદી રૂ૨૭૭૦૦૦ bbox=[1187, 159, 1297, 173]
rates-right bbox=[1386, 115, 1581, 532]
classified-ad: For Sale 2000 Yard Individual Plot Opposite Arvind Upland Vayana Asset Procon. 9898908041 bbox=[569, 1116, 735, 1206]
public-notice bbox=[414, 121, 782, 532]
automobile-banner bbox=[1457, 1627, 1618, 1680]
